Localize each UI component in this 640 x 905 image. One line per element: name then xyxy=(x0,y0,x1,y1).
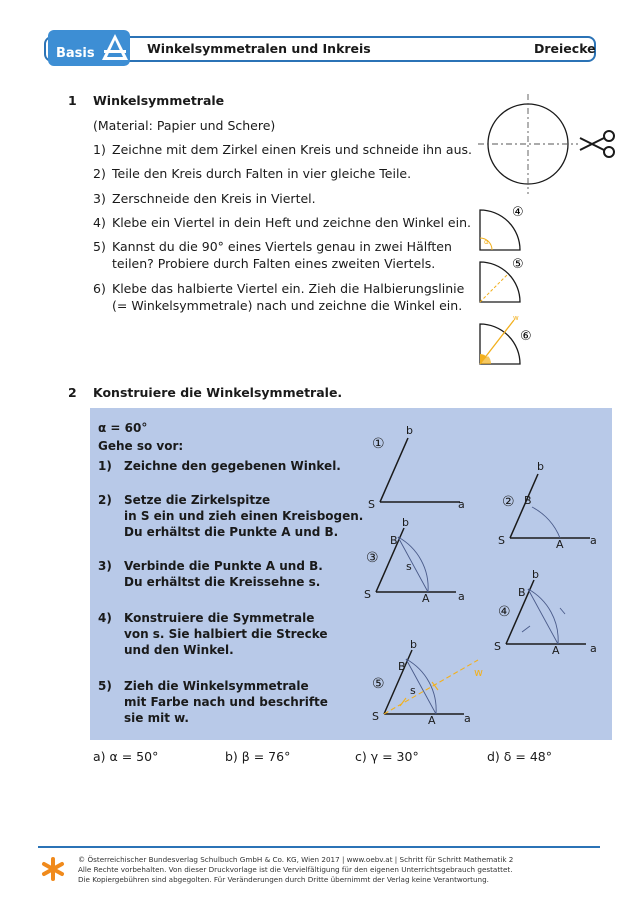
task1-material: (Material: Papier und Schere) xyxy=(93,118,276,133)
alpha-label: α xyxy=(484,238,489,246)
task1-step-text: Kannst du die 90° eines Viertels genau in zwei Hälften xyxy=(112,239,452,254)
quarter-circle-5 xyxy=(480,257,524,302)
figure-number-4: ④ xyxy=(512,205,524,220)
task2-number: 2 xyxy=(68,385,77,400)
ray-label-a: a xyxy=(590,642,597,655)
ray-label-a: a xyxy=(464,712,471,725)
exercise-d: d) δ = 48° xyxy=(487,749,553,764)
instructions-intro: Gehe so vor: xyxy=(98,439,184,453)
point-label-B: B xyxy=(524,494,532,507)
point-label-A: A xyxy=(428,714,436,727)
construction-step-text: in S ein und zieh einen Kreisbogen. xyxy=(124,509,364,523)
construction-step-number: 2) xyxy=(98,493,112,507)
chord-label-s: s xyxy=(410,684,416,697)
construction-step-text: Setze die Zirkelspitze xyxy=(124,493,271,507)
point-label-A: A xyxy=(556,538,564,551)
quarter-circle-6 xyxy=(480,314,532,364)
task1-step-number: 6) xyxy=(93,281,106,296)
task1-step-text: (= Winkelsymmetrale) nach und zeichne die Winkel ein. xyxy=(112,298,463,313)
task2-title: Konstruiere die Winkelsymmetrale. xyxy=(93,385,343,400)
construction-step-text: Zeichne den gegebenen Winkel. xyxy=(124,459,341,473)
construction-step-text: Du erhältst die Kreissehne s. xyxy=(124,575,321,589)
construction-step-number: 1) xyxy=(98,459,112,473)
given-angle: α = 60° xyxy=(98,421,148,435)
task1-step-text: Zerschneide den Kreis in Viertel. xyxy=(112,191,316,206)
ray-label-a: a xyxy=(590,534,597,547)
ray-label-b: b xyxy=(532,568,539,581)
task1-step-text: Klebe ein Viertel in dein Heft und zeichne den Winkel ein. xyxy=(112,215,471,230)
construction-step-text: und den Winkel. xyxy=(124,643,234,657)
vertex-label-S: S xyxy=(372,710,379,723)
construction-step-text: Zieh die Winkelsymmetrale xyxy=(124,679,309,693)
construction-step-text: Konstruiere die Symmetrale xyxy=(124,611,315,625)
quarter-circle-4 xyxy=(480,205,524,250)
point-label-A: A xyxy=(552,644,560,657)
ray-label-a: a xyxy=(458,498,465,511)
task1-step-text: Klebe das halbierte Viertel ein. Zieh die Halbierungslinie xyxy=(112,281,465,296)
footer-copyright: © Österreichischer Bundesverlag Schulbuch GmbH & Co. KG, Wien 2017 | www.oebv.at | Schritt für Schritt Mathematik 2 xyxy=(78,855,514,864)
diagram-number-2: ② xyxy=(502,494,515,510)
scissors-icon xyxy=(580,131,614,157)
diagram-number-4: ④ xyxy=(498,604,511,620)
task1-number: 1 xyxy=(68,93,77,108)
vertex-label-S: S xyxy=(364,588,371,601)
task1-step-number: 3) xyxy=(93,191,106,206)
exercise-b: b) β = 76° xyxy=(225,749,291,764)
construction-step-text: Du erhältst die Punkte A und B. xyxy=(124,525,339,539)
worksheet-topic: Dreiecke xyxy=(534,41,596,56)
figure-number-5: ⑤ xyxy=(512,257,524,272)
ray-label-b: b xyxy=(410,638,417,651)
construction-step-number: 4) xyxy=(98,611,112,625)
construction-step-text: Verbinde die Punkte A und B. xyxy=(124,559,323,573)
construction-step-number: 5) xyxy=(98,679,112,693)
construction-step-text: von s. Sie halbiert die Strecke xyxy=(124,627,328,641)
bisector-label-w: w xyxy=(474,666,483,679)
exercise-c: c) γ = 30° xyxy=(355,749,419,764)
point-label-A: A xyxy=(422,592,430,605)
construction-step-number: 3) xyxy=(98,559,112,573)
construction-step-text: sie mit w. xyxy=(124,711,189,725)
vertex-label-S: S xyxy=(494,640,501,653)
footer-divider xyxy=(38,846,600,848)
ray-label-b: b xyxy=(402,516,409,529)
paper-folding-figures xyxy=(470,92,620,372)
footer-fees: Die Kopiergebühren sind abgegolten. Für Veränderungen durch Dritte übernimmt der Verlag keine Verantwortung. xyxy=(78,875,489,884)
ray-label-b: b xyxy=(406,424,413,437)
construction-diagrams xyxy=(360,420,610,738)
task1-step-number: 2) xyxy=(93,166,106,181)
ray-label-b: b xyxy=(537,460,544,473)
publisher-logo-icon xyxy=(40,856,66,882)
figure-number-6: ⑥ xyxy=(520,329,532,344)
task1-step-number: 1) xyxy=(93,142,106,157)
point-label-B: B xyxy=(518,586,526,599)
point-label-B: B xyxy=(398,660,406,673)
point-label-B: B xyxy=(390,534,398,547)
worksheet-title: Winkelsymmetralen und Inkreis xyxy=(147,41,371,56)
construction-step-text: mit Farbe nach und beschrifte xyxy=(124,695,328,709)
triangle-logo-icon xyxy=(100,30,130,64)
basis-label: Basis xyxy=(56,46,95,61)
circle-figure xyxy=(478,94,578,194)
task1-step-number: 4) xyxy=(93,215,106,230)
exercise-a: a) α = 50° xyxy=(93,749,159,764)
vertex-label-S: S xyxy=(498,534,505,547)
task1-step-number: 5) xyxy=(93,239,106,254)
ray-label-a: a xyxy=(458,590,465,603)
task1-step-text: teilen? Probiere durch Falten eines zweiten Viertels. xyxy=(112,256,436,271)
task1-step-text: Zeichne mit dem Zirkel einen Kreis und schneide ihn aus. xyxy=(112,142,472,157)
diagram-number-3: ③ xyxy=(366,550,379,566)
task1-title: Winkelsymmetrale xyxy=(93,93,225,108)
diagram-number-5: ⑤ xyxy=(372,676,385,692)
footer-rights: Alle Rechte vorbehalten. Von dieser Druckvorlage ist die Vervielfältigung für den eigenen Unterrichtsgebrauch gestattet. xyxy=(78,865,513,874)
w-label: w xyxy=(513,314,519,322)
chord-label-s: s xyxy=(406,560,412,573)
diagram-number-1: ① xyxy=(372,436,385,452)
vertex-label-S: S xyxy=(368,498,375,511)
task1-step-text: Teile den Kreis durch Falten in vier gleiche Teile. xyxy=(112,166,412,181)
